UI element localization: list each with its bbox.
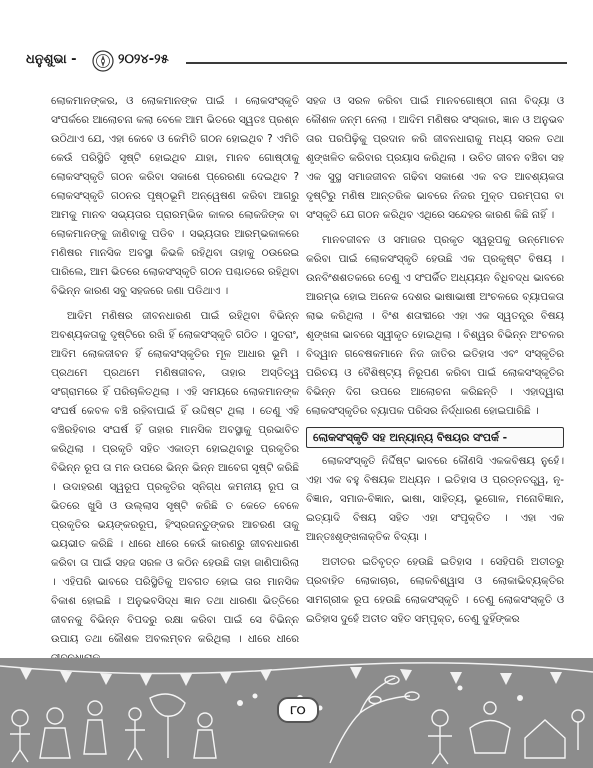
left-column xyxy=(51,92,299,674)
paragraph: ଅତୀତର ଇତିବୃତ୍ତ ହେଉଛି ଇତିହାସ । ସେହିପରି ଅତୀତରୁ ପ୍ରବାହିତ ଲୋକାଚାର, ଲୋକବିଶ୍ୱାସ ଓ ଲୋକାଭିବ୍ୟକ୍ତିର ସାମଗ୍ରୀକ ରୂପ ହେଉଛି ଲୋକସଂସ୍କୃତି । ତେଣୁ ଲୋକସଂସ୍କୃତି ଓ ଇତିହାସ ଦୁହେଁ ଅତୀତ ସହିତ ସମ୍ପୃକ୍ତ, ତେଣୁ ଦୁହିଁଙ୍କର xyxy=(306,556,564,625)
paragraph: ସହଜ ଓ ସରଳ କରିବା ପାଇଁ ମାନବଗୋଷ୍ଠୀ ନାନା ବିଦ୍ୟା ଓ କୌଶଳ ଜନ୍ମ ନେଲା । ଆଦିମ ମଣିଷର ସଂସ୍କାର, ଜ୍ଞାନ ଓ ଅନୁଭବ ତାର ପରପିଢ଼ିକୁ ପ୍ରଦାନ କରି ଜୀବନଧାରାକୁ ମଧ୍ୟ ସରଳ ତଥା ଶୃଙ୍ଖଳିତ କରିବାର ପ୍ରୟାସ କରିଥିଲା । ଉଚିତ ଜୀବନ ବଞ୍ଚିବା ସହ ଏକ ସୁସ୍ଥ ସମାଜଜୀବନ ଗଢିବା ସକାଶେ ଏକ ବଡ ଆବଶ୍ୟକତା ଦୃଷ୍ଟିରୁ ମଣିଷ ଆନ୍ତରିକ ଭାବରେ ନିଜର ମୁକ୍ତ ପରମ୍ପରା ବା ସଂସ୍କୃତି ଯେ ଗଠନ କରିଥିବ ଏଥିରେ ସନ୍ଦେହର କାରଣ କିଛି ନାହିଁ । xyxy=(306,95,564,221)
journal-issue: ୨୦୨୪-୨୫ xyxy=(118,52,169,67)
right-column xyxy=(306,92,564,635)
page-header xyxy=(26,50,567,80)
paragraph: ମାନବଜୀବନ ଓ ସମାଜର ପ୍ରକୃତ ସ୍ୱରୂପକୁ ଉନ୍ମୋଚନ କରିବା ପାଇଁ ଲୋକସଂସ୍କୃତି ହେଉଛି ଏକ ପ୍ରକୃଷ୍ଟ ବିଷୟ । ଉନବିଂଶଶତକରେ ତେଣୁ ଏ ସଂପର୍କିତ ଅଧ୍ୟୟନ ବିଧିବଦ୍ଧ ଭାବରେ ଆରମ୍ଭ ହୋଇ ଅନେକ ଦେଶର ଭାଷାଭାଷୀ ଅଂଚଳରେ ବ୍ୟାପକତା ଲାଭ କରିଥିଲା । ବିଂଶ ଶତାବ୍ଦୀରେ ଏହା ଏକ ସ୍ୱତନ୍ତ୍ର ବିଷୟ ଶୃଙ୍ଖଳା ଭାବରେ ସ୍ୱୀକୃତ ହୋଇଥିଲା । ବିଶ୍ୱର ବିଭିନ୍ନ ଅଂଚଳର ବିଦ୍ୱାନ ଗବେଷକମାନେ ନିଜ ଜାତିର ଇତିହାସ ଏବଂ ସଂସ୍କୃତିର ପରିଚୟ ଓ ବୈଶିଷ୍ଟ୍ୟ ନିରୂପଣ କରିବା ପାଇଁ ଲୋକସଂସ୍କୃତିର ବିଭିନ୍ନ ଦିଗ ଉପରେ ଆଲୋଚନା କରିଛନ୍ତି । ଏହାଦ୍ୱାରା ଲୋକସଂସ୍କୃତିର ବ୍ୟାପକ ପରିସର ନିର୍ଦ୍ଧାରଣ ହୋଇପାରିଛି । xyxy=(306,234,564,417)
paragraph: ଆଦିମ ମଣିଷର ଜୀବନଧାରଣ ପାଇଁ ରହିଥିବା ବିଭିନ୍ନ ଅବଶ୍ୟକତାକୁ ଦୃଷ୍ଟିରେ ରଖି ହିଁ ଲୋକସଂସ୍କୃତି ଗଠିତ । ସୁତରାଂ, ଆଦିମ ଲୋକଜୀବନ ହିଁ ଲୋକସଂସ୍କୃତିର ମୂଳ ଆଧାର ଭୂମି । ପ୍ରଥମେ ପ୍ରଥମେ ମଣିଷଜୀବନ, ତାହାର ଅସ୍ତିତ୍ୱ ସଂଗ୍ରାମରେ ହିଁ ପରିଚାଳିତଥିଲା । ଏହି ସମୟରେ ଲୋକମାନଙ୍କ ସଂଘର୍ଷ କେବଳ ବଞ୍ଚି ରହିବାପାଇଁ ହିଁ ଉଦ୍ଦିଷ୍ଟ ଥିଲା । ତେଣୁ ଏହି ବଞ୍ଚିରହିବାର ସଂଘର୍ଷ ହିଁ ତାହାର ମାନସିକ ଅବସ୍ଥାକୁ ପ୍ରଭାବିତ କରିଥିଲା । ପ୍ରକୃତି ସହିତ ଏକାତ୍ମ ହୋଇଥିବାରୁ ପ୍ରକୃତିର ବିଭିନ୍ନ ରୂପ ତା ମନ ଉପରେ ଭିନ୍ନ ଭିନ୍ନ ଆବେଗ ସୃଷ୍ଟି କରିଛି । ଉଦାହରଣ ସ୍ୱରୂପ ପ୍ରକୃତିର ସ୍ନିଗ୍ଧ କମନୀୟ ରୂପ ତା ଭିତରେ ଖୁସି ଓ ଉଲ୍ଲାସ ସୃଷ୍ଟି କରିଛି ତ କେତେ ବେଳେ ପ୍ରକୃତିର ଭୟଙ୍କରରୂପ, ହିଂସ୍ରଜନ୍ତୁଙ୍କର ଆଚରଣ ତାକୁ ଭୟଭୀତ କରିଛି । ଧୀରେ ଧୀରେ କେଉଁ କାରଣରୁ ଜୀବନଧାରଣ କରିବା ତା ପାଇଁ ସହଜ ସରଳ ଓ କଠିନ ହେଉଛି ତାହା ଜାଣିପାରିଲା । ଏହିପରି ଭାବରେ ପରିସ୍ଥିତିକୁ ଅବଗତ ହୋଇ ତାର ମାନସିକ ବିକାଶ ହୋଇଛି । ଅନୁଭବସିଦ୍ଧ ଜ୍ଞାନ ତଥା ଧାରଣା ଭିତ୍ତିରେ ଜୀବନକୁ ବିଭିନ୍ନ ବିପଦରୁ ରକ୍ଷା କରିବା ପାଇଁ ସେ ବିଭିନ୍ନ ଉପାୟ ତଥା କୌଶଳ ଅବଲମ୍ବନ କରିଥିଲା । ଧୀରେ ଧୀରେ xyxy=(51,310,299,645)
header-rule xyxy=(186,62,567,64)
journal-title: ଧନୁଶୁଭା - xyxy=(26,52,77,67)
section-heading: ଲୋକସଂସ୍କୃତି ସହ ଅନ୍ୟାନ୍ୟ ବିଷୟର ସଂପର୍କ - xyxy=(306,427,564,448)
seal-emblem-icon xyxy=(92,50,114,72)
paragraph: ଲୋକସଂସ୍କୃତି ନିର୍ଦ୍ଦିଷ୍ଟ ଭାବରେ କୌଣସି ଏକକବିଷୟ ନୁହେଁ। ଏହା ଏକ ବହୁ ବିଷୟକ ଅଧ୍ୟନ । ଇତିହାସ ଓ ପ୍ରତ୍ନତତ୍ତ୍ୱ, ନୃ-ବିଜ୍ଞାନ, ସମାଜ-ବିଜ୍ଞାନ, ଭାଷା, ସାହିତ୍ୟ, ଭୂଗୋଳ, ମନୋବିଜ୍ଞାନ, ଇତ୍ୟାଦି ବିଷୟ ସହିତ ଏହା ସଂପୃକ୍ତିତ । ଏହା ଏକ ଆନ୍ତଃଶୃଙ୍ଖଳାକ୍ତିକ ବିଦ୍ୟା । xyxy=(306,455,564,543)
page-number: ୮୦ xyxy=(277,697,319,723)
paragraph: ଲୋକମାନଙ୍କର, ଓ ଲୋକମାନଙ୍କ ପାଇଁ । ଲୋକସଂସ୍କୃତି ସଂପର୍କରେ ଆଲୋଚନା କଲା ବେଳେ ଆମ ଭିତରେ ସ୍ୱତଃ ପ୍ରଶ୍ନ ଉଠିଥାଏ ଯେ, ଏହା କେବେ ଓ କେମିତି ଗଠନ ହୋଇଥିବ ? ଏମିତି କେଉଁ ପରିସ୍ଥିତି ସୃଷ୍ଟି ହୋଇଥିବ ଯାହା, ମାନବ ଗୋଷ୍ଠୀକୁ ଲୋକସଂସ୍କୃତି ଗଠନ କରିବା ସକାଶେ ପ୍ରେରଣା ଦେଇଥିବ ? ଲୋକସଂସ୍କୃତି ଗଠନର ପୃଷ୍ଠଭୂମି ଅନ୍ୱେଷଣ କରିବା ଆଗରୁ ଆମକୁ ମାନବ ସଭ୍ୟତାର ପ୍ରାରମ୍ଭିକ କାଳର ଲୋକଜିଙ୍କ ବା ଲୋକମାନଙ୍କୁ ଜାଣିବାକୁ ପଡିବ । ସଭ୍ୟତାର ଆରମ୍ଭକାଳରେ ମଣିଷର ମାନସିକ ଅବସ୍ଥା କିଭଳି ରହିଥିବା ତାହାକୁ ଠଉରେଇ ପାରିଲେ, ଆମ ଭିତରେ ଲୋକସଂସ୍କୃତି ଗଠନ ପଶ୍ଚାତରେ ରହିଥିବା ବିଭିନ୍ନ କାରଣ ସବୁ ସହଜରେ ଜଣା ପଡିଥାଏ । xyxy=(51,95,299,297)
